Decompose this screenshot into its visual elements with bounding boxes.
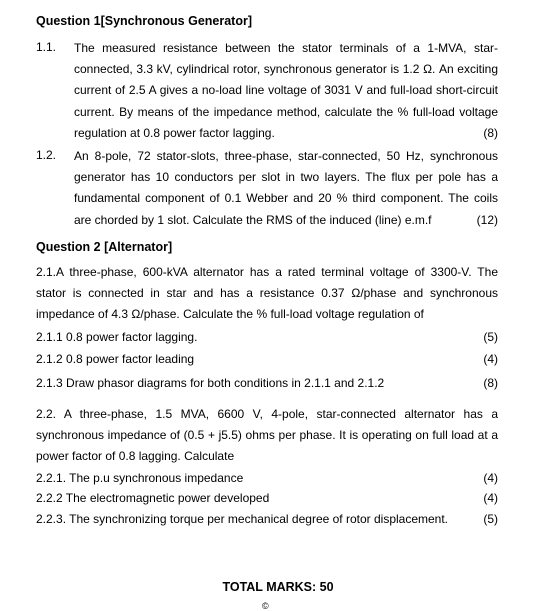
q2-1-3-marks: (8): [483, 376, 498, 390]
q2-2-2-text: 2.2.2 The electromagnetic power developed: [36, 491, 270, 505]
q2-1-1-text: 2.1.1 0.8 power factor lagging.: [36, 330, 198, 344]
q2-1-2-marks: (4): [483, 352, 498, 366]
q1-1-text: The measured resistance between the stator terminals of a 1-MVA, star-connected, 3.3 kV, cylindrical rotor, synchronous generator is 1.2 Ω. An exciting current of 2.5 A gives a no-load line voltage of 3031 V and full-load short-circuit current. By means of the impedance method, calculate the % full-load voltage regulation at 0.8 power factor lagging.: [74, 41, 498, 140]
q2-1-3-row: [36, 376, 498, 392]
q2-2-1-text: 2.2.1. The p.u synchronous impedance: [36, 471, 244, 485]
q2-2-2-row: [36, 491, 498, 507]
q1-1-marks: (8): [483, 125, 498, 140]
q1-2-body: [74, 146, 498, 231]
q2-2-3-row: [36, 512, 498, 528]
copyright-symbol: ©: [262, 601, 269, 611]
q2-1-intro: 2.1.A three-phase, 600-kVA alternator has a rated terminal voltage of 3300-V. The stator is connected in star and has a resistance 0.37 Ω/phase and synchronous impedance of 4.3 Ω/phase. Calculate the % full-load voltage regulation of: [36, 265, 498, 322]
q2-2-intro: 2.2. A three-phase, 1.5 MVA, 6600 V, 4-pole, star-connected alternator has a synchronous impedance of (0.5 + j5.5) ohms per phase. It is operating on full load at a power factor of 0.8 lagging. Calculate: [36, 407, 498, 464]
q1-2-text: An 8-pole, 72 stator-slots, three-phase, star-connected, 50 Hz, synchronous generator has 10 conductors per slot in two layers. The flux per pole has a fundamental component of 0.1 Webber and 20 % third component. The coils are chorded by 1 slot. Calculate the RMS of the induced (line) e.m.f: [74, 149, 498, 227]
q2-2-3-text: 2.2.3. The synchronizing torque per mechanical degree of rotor displacement.: [36, 512, 449, 526]
question-1-title: Question 1[Synchronous Generator]: [36, 14, 253, 28]
q2-1-1-marks: (5): [483, 330, 498, 344]
q2-1-2-row: [36, 352, 498, 368]
q2-1-3-text: 2.1.3 Draw phasor diagrams for both conditions in 2.1.1 and 2.1.2: [36, 376, 385, 390]
q2-1-1-row: [36, 330, 498, 346]
q2-1-2-text: 2.1.2 0.8 power factor leading: [36, 352, 195, 366]
q1-2-marks: (12): [476, 212, 498, 227]
question-2-title: Question 2 [Alternator]: [36, 240, 173, 254]
q2-2-1-row: [36, 471, 498, 487]
q2-2-1-marks: (4): [483, 471, 498, 485]
q1-1-number: 1.1.: [36, 40, 57, 54]
q1-1-body: [74, 38, 498, 144]
total-marks: TOTAL MARKS: 50: [222, 580, 334, 594]
q2-2-2-marks: (4): [483, 491, 498, 505]
q2-2-3-marks: (5): [483, 512, 498, 526]
q1-2-number: 1.2.: [36, 148, 57, 162]
